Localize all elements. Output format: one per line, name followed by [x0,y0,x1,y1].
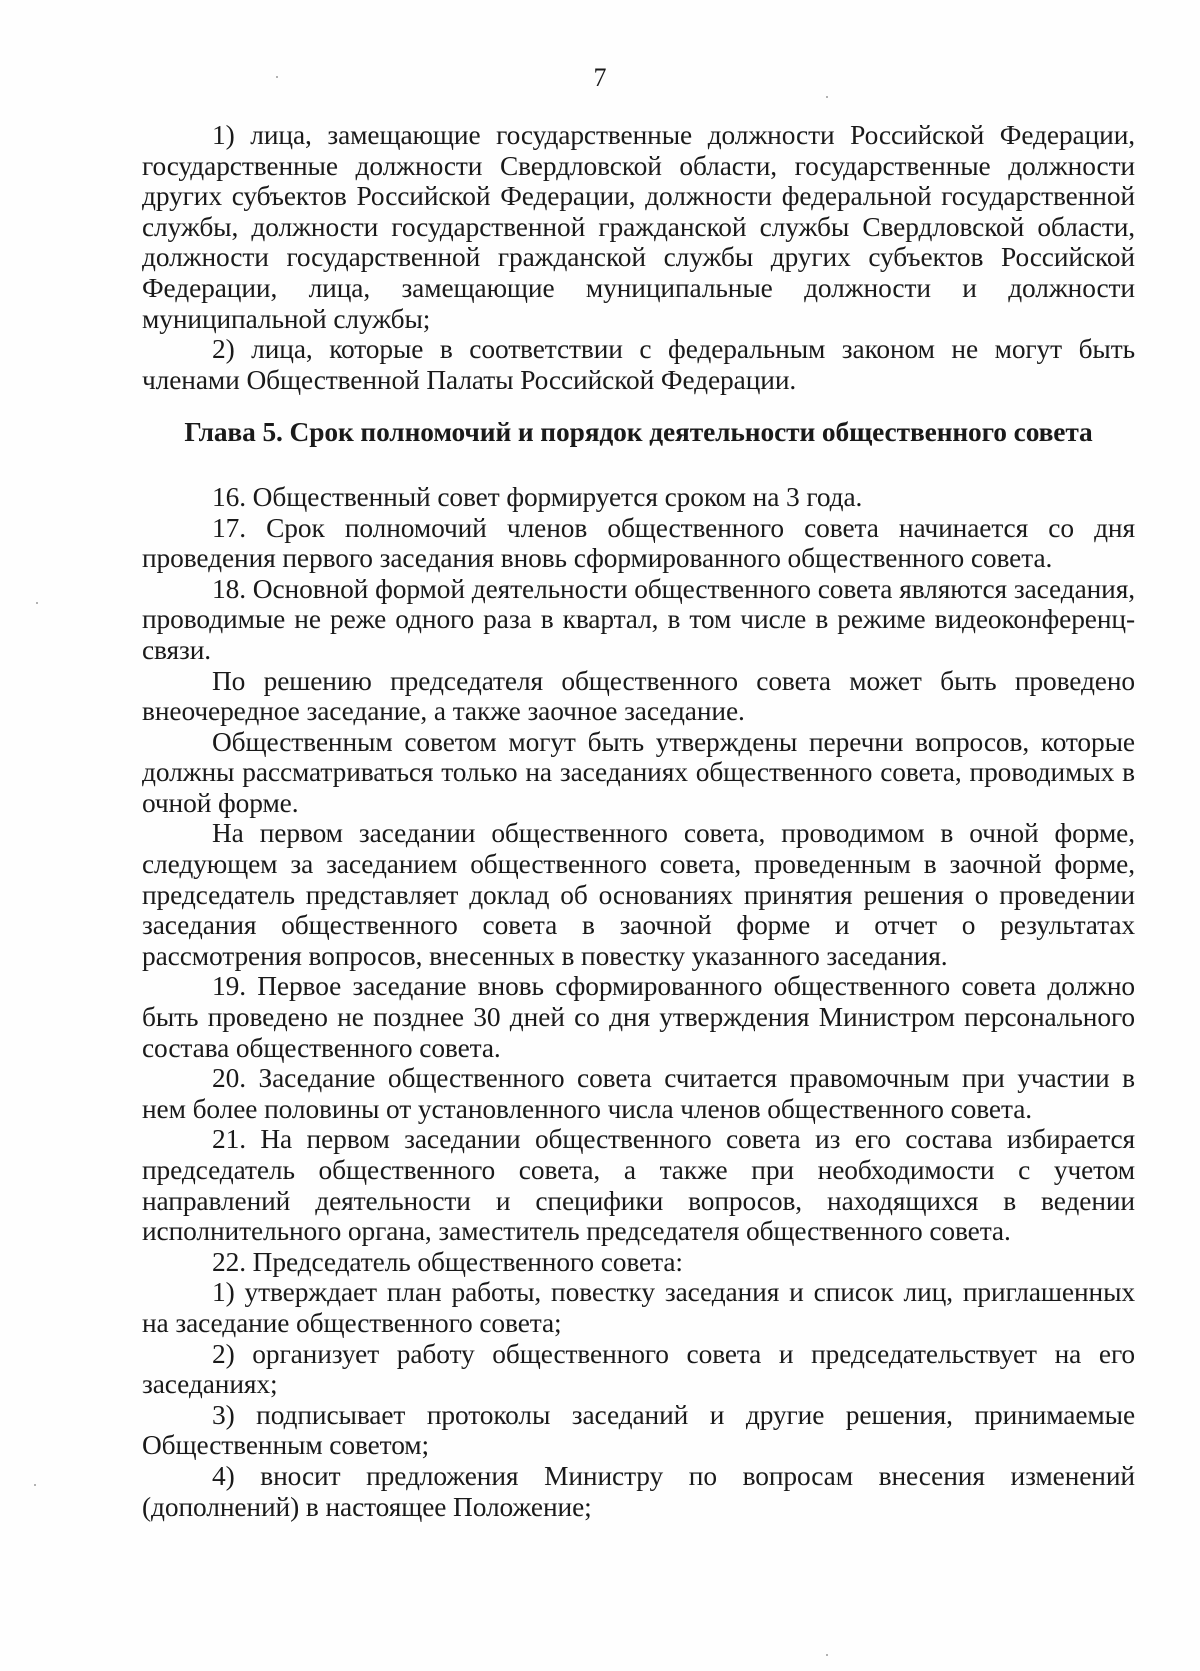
scan-speck [34,1484,36,1486]
chapter-heading: Глава 5. Срок полномочий и порядок деятельности общественного совета [184,417,1093,448]
scan-speck [36,602,38,604]
paragraph-point-22: 22. Председатель общественного совета: [212,1246,683,1277]
scan-speck [826,96,828,98]
paragraph-item-1: 1) лица, замещающие государственные должности Российской Федерации, государственные должности Свердловской области, государственные должности других субъектов Российской Федерации, должности федеральной государственной службы, должности государственной гражданской службы Свердловской области, должности государственной гражданской службы других субъектов Российской Федерации, лица, замещающие муниципальные должности и должности муниципальной службы; [142,120,1135,334]
paragraph-point-22-item-1: 1) утверждает план работы, повестку заседания и список лиц, приглашенных на заседание общественного совета; [142,1277,1135,1338]
paragraph-point-16: 16. Общественный совет формируется сроком на 3 года. [212,481,863,512]
paragraph-first-meeting-report: На первом заседании общественного совета, проводимом в очной форме, следующем за заседанием общественного совета, проведенным в заочной форме, председатель представляет доклад об основаниях принятия решения о проведении заседания общественного совета в заочной форме и отчет о результатах рассмотрения вопросов, внесенных в повестку указанного заседания. [142,818,1135,971]
paragraph-question-lists: Общественным советом могут быть утверждены перечни вопросов, которые должны рассматриваться только на заседаниях общественного совета, проводимых в очной форме. [142,726,1135,818]
paragraph-point-21: 21. На первом заседании общественного совета из его состава избирается председатель общественного совета, а также при необходимости с учетом направлений деятельности и специфики вопросов, находящихся в ведении исполнительного органа, заместитель председателя общественного совета. [142,1124,1135,1247]
scan-speck [826,1654,828,1656]
paragraph-point-22-item-2: 2) организует работу общественного совета и председательствует на его заседаниях; [142,1338,1135,1400]
paragraph-item-2: 2) лица, которые в соответствии с федеральным законом не могут быть членами Общественной Палаты Российской Федерации. [142,334,1135,395]
paragraph-point-22-item-3: 3) подписывает протоколы заседаний и другие решения, принимаемые Общественным советом; [142,1399,1135,1461]
paragraph-point-17: 17. Срок полномочий членов общественного совета начинается со дня проведения первого заседания вновь сформированного общественного совета. [142,512,1135,574]
paragraph-point-19: 19. Первое заседание вновь сформированного общественного совета должно быть проведено не позднее 30 дней со дня утверждения Министром персонального состава общественного совета. [142,971,1135,1063]
paragraph-point-22-item-4: 4) вносит предложения Министру по вопросам внесения изменений (дополнений) в настоящее Положение; [142,1460,1135,1522]
document-body [142,120,1135,1522]
paragraph-point-18: 18. Основной формой деятельности общественного совета являются заседания, проводимые не реже одного раза в квартал, в том числе в режиме видеоконференц-связи. [142,573,1135,665]
page-number: 7 [593,63,607,92]
scan-speck [276,76,278,78]
paragraph-extraordinary-meeting: По решению председателя общественного совета может быть проведено внеочередное заседание, а также заочное заседание. [142,665,1135,727]
paragraph-point-20: 20. Заседание общественного совета считается правомочным при участии в нем более половины от установленного числа членов общественного совета. [142,1063,1135,1124]
